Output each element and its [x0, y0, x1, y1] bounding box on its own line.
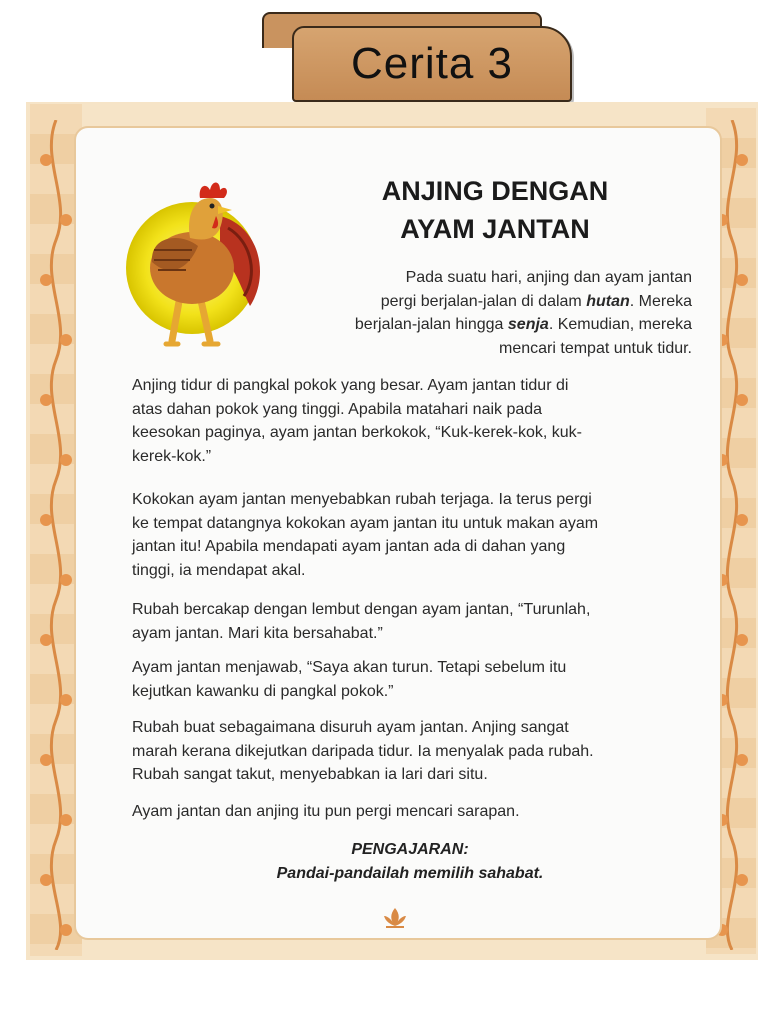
paragraph-2	[132, 488, 692, 582]
paragraph-1-line-4: kerek-kok.”	[132, 447, 212, 465]
intro-line-3-text: berjalan-jalan hingga	[354, 316, 508, 333]
intro-paragraph	[262, 266, 692, 360]
intro-line-2	[262, 290, 692, 314]
story-title	[330, 172, 660, 248]
paragraph-3-line-1: Rubah bercakap dengan lembut dengan ayam jantan, “Turunlah,	[132, 601, 591, 618]
paragraph-2-line-1: Kokokan ayam jantan menyebabkan rubah terjaga. Ia terus pergi	[132, 491, 592, 508]
left-vine-ornament	[34, 120, 78, 950]
paragraph-3	[132, 598, 692, 645]
keyword-senja: senja	[507, 316, 549, 333]
lesson-block	[200, 838, 620, 886]
paragraph-5-line-3: Rubah sangat takut, menyebabkan ia lari dari situ.	[132, 766, 488, 783]
story-title-line-2: AYAM JANTAN	[400, 214, 590, 244]
fleur-ornament-icon	[380, 906, 410, 930]
lesson-title: PENGAJARAN:	[351, 841, 469, 858]
paragraph-6	[132, 800, 692, 824]
rooster-illustration	[120, 176, 270, 356]
header-tab	[292, 26, 572, 102]
paragraph-2-line-2: ke tempat datangnya kokokan ayam jantan itu untuk makan ayam	[132, 514, 599, 532]
paragraph-2-line-3: jantan itu! Apabila mendapati ayam jantan ada di dahan yang	[132, 538, 566, 555]
lesson-text: Pandai-pandailah memilih sahabat.	[276, 865, 544, 882]
story-title-line-1: ANJING DENGAN	[381, 176, 609, 206]
paragraph-1-line-1: Anjing tidur di pangkal pokok yang besar. Ayam jantan tidur di	[132, 377, 569, 394]
paragraph-4	[132, 656, 692, 703]
paragraph-5-line-2: marah kerana dikejutkan daripada tidur. Ia menyalak pada rubah.	[132, 742, 594, 760]
intro-line-2-end: . Mereka	[629, 292, 692, 310]
paragraph-6-line-1: Ayam jantan dan anjing itu pun pergi mencari sarapan.	[132, 803, 520, 820]
intro-line-3	[262, 313, 692, 337]
paragraph-4-line-2: kejutkan kawanku di pangkal pokok.”	[132, 682, 394, 700]
page-title: Cerita 3	[350, 39, 514, 88]
paragraph-1-line-3: keesokan paginya, ayam jantan berkokok, “Kuk-kerek-kok, kuk-	[132, 424, 582, 441]
paragraph-5-line-1: Rubah buat sebagaimana disuruh ayam jantan. Anjing sangat	[132, 719, 569, 736]
paragraph-3-line-2: ayam jantan. Mari kita bersahabat.”	[132, 624, 383, 642]
paragraph-2-line-4: tinggi, ia mendapat akal.	[132, 561, 306, 579]
paragraph-5	[132, 716, 692, 787]
intro-line-2-text: pergi berjalan-jalan di dalam	[380, 292, 587, 310]
keyword-hutan: hutan	[586, 292, 630, 310]
intro-line-4: mencari tempat untuk tidur.	[499, 339, 692, 357]
intro-line-3-end: . Kemudian, mereka	[548, 316, 692, 333]
paragraph-1-line-2: atas dahan pokok yang tinggi. Apabila matahari naik pada	[132, 400, 543, 418]
paragraph-1	[132, 374, 692, 468]
intro-line-1: Pada suatu hari, anjing dan ayam jantan	[405, 269, 692, 286]
paragraph-4-line-1: Ayam jantan menjawab, “Saya akan turun. Tetapi sebelum itu	[132, 659, 567, 676]
